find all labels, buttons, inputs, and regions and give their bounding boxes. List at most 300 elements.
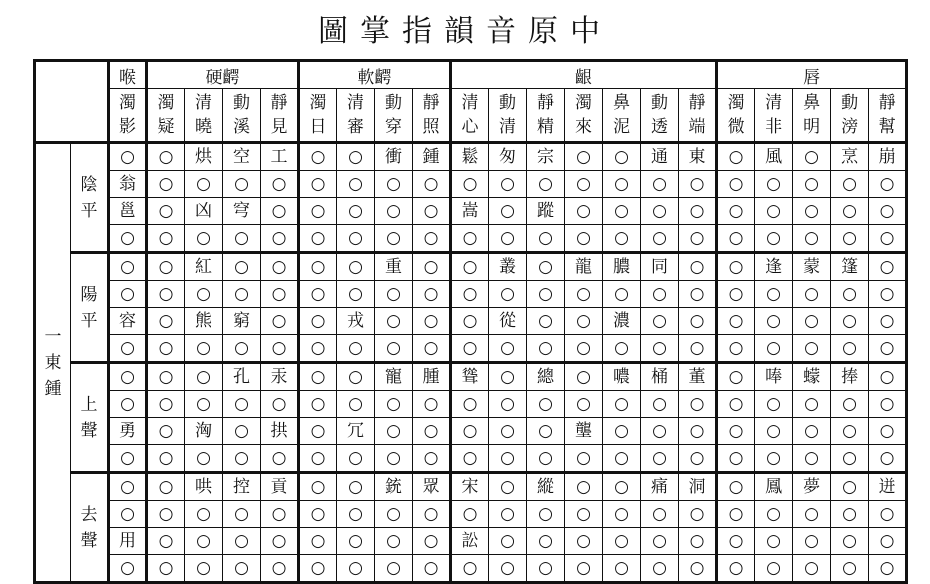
empty-slot-cell: ○ [337, 171, 375, 198]
empty-slot-cell: ○ [147, 473, 185, 501]
empty-slot-cell: ○ [147, 281, 185, 308]
character-cell: 蠓 [793, 363, 831, 391]
empty-slot-cell: ○ [831, 555, 869, 583]
empty-slot-cell: ○ [185, 281, 223, 308]
empty-slot-cell: ○ [793, 281, 831, 308]
empty-slot-cell: ○ [299, 555, 337, 583]
empty-slot-cell: ○ [413, 528, 451, 555]
empty-slot-cell: ○ [527, 418, 565, 445]
empty-slot-cell: ○ [717, 225, 755, 253]
character-cell: 鍾 [413, 143, 451, 171]
initial-name-label: 清 [499, 117, 516, 137]
tone-label [71, 253, 109, 363]
empty-slot-cell: ○ [261, 171, 299, 198]
empty-slot-cell: ○ [489, 363, 527, 391]
empty-slot-cell: ○ [299, 171, 337, 198]
character-cell: 訟 [451, 528, 489, 555]
empty-slot-cell: ○ [679, 281, 717, 308]
empty-slot-cell: ○ [717, 308, 755, 335]
empty-slot-cell: ○ [717, 253, 755, 281]
initial-name-label: 非 [765, 117, 783, 137]
empty-slot-cell: ○ [109, 225, 147, 253]
empty-slot-cell: ○ [603, 391, 641, 418]
empty-slot-cell: ○ [147, 225, 185, 253]
empty-slot-cell: ○ [147, 198, 185, 225]
table-row [35, 171, 907, 198]
empty-slot-cell: ○ [223, 335, 261, 363]
empty-slot-cell: ○ [375, 171, 413, 198]
empty-slot-cell: ○ [679, 253, 717, 281]
empty-slot-cell: ○ [755, 555, 793, 583]
empty-slot-cell: ○ [527, 445, 565, 473]
group-header: 唇 [717, 61, 907, 89]
character-cell: 寵 [375, 363, 413, 391]
empty-slot-cell: ○ [679, 171, 717, 198]
empty-slot-cell: ○ [375, 391, 413, 418]
empty-slot-cell: ○ [831, 445, 869, 473]
character-cell: 汞 [261, 363, 299, 391]
empty-slot-cell: ○ [869, 171, 907, 198]
empty-slot-cell: ○ [223, 445, 261, 473]
character-cell: 邕 [109, 198, 147, 225]
empty-slot-cell: ○ [375, 198, 413, 225]
tone-char: 陰 [80, 174, 98, 195]
character-cell: 貢 [261, 473, 299, 501]
empty-slot-cell: ○ [489, 198, 527, 225]
empty-slot-cell: ○ [831, 281, 869, 308]
empty-slot-cell: ○ [717, 391, 755, 418]
empty-slot-cell: ○ [261, 253, 299, 281]
initial-type-label: 濁 [157, 93, 175, 113]
initial-name-label: 穿 [385, 117, 402, 137]
table-row [35, 308, 907, 335]
initial-name-label: 照 [422, 117, 440, 137]
empty-slot-cell: ○ [717, 501, 755, 528]
empty-slot-cell: ○ [109, 473, 147, 501]
empty-slot-cell: ○ [109, 335, 147, 363]
empty-slot-cell: ○ [375, 528, 413, 555]
character-cell: 夢 [793, 473, 831, 501]
table-row [35, 501, 907, 528]
empty-slot-cell: ○ [717, 143, 755, 171]
character-cell: 紅 [185, 253, 223, 281]
empty-slot-cell: ○ [261, 281, 299, 308]
empty-slot-cell: ○ [603, 501, 641, 528]
initial-type-label: 清 [347, 93, 364, 113]
character-cell: 鳳 [755, 473, 793, 501]
empty-slot-cell: ○ [489, 225, 527, 253]
empty-slot-cell: ○ [793, 308, 831, 335]
empty-slot-cell: ○ [527, 171, 565, 198]
empty-slot-cell: ○ [451, 171, 489, 198]
empty-slot-cell: ○ [413, 445, 451, 473]
empty-slot-cell: ○ [793, 171, 831, 198]
empty-slot-cell: ○ [109, 363, 147, 391]
empty-slot-cell: ○ [679, 418, 717, 445]
empty-slot-cell: ○ [489, 501, 527, 528]
empty-slot-cell: ○ [717, 473, 755, 501]
initial-header [565, 89, 603, 143]
empty-slot-cell: ○ [147, 253, 185, 281]
empty-slot-cell: ○ [337, 253, 375, 281]
empty-slot-cell: ○ [109, 253, 147, 281]
empty-slot-cell: ○ [147, 171, 185, 198]
empty-slot-cell: ○ [527, 501, 565, 528]
empty-slot-cell: ○ [413, 171, 451, 198]
character-cell: 蹤 [527, 198, 565, 225]
initial-type-label: 清 [765, 93, 783, 113]
initial-header [451, 89, 489, 143]
empty-slot-cell: ○ [261, 335, 299, 363]
table-row [35, 391, 907, 418]
empty-slot-cell: ○ [375, 308, 413, 335]
empty-slot-cell: ○ [527, 281, 565, 308]
empty-slot-cell: ○ [299, 363, 337, 391]
empty-slot-cell: ○ [147, 335, 185, 363]
character-cell: 從 [489, 308, 527, 335]
initial-name-label: 曉 [195, 117, 212, 137]
empty-slot-cell: ○ [375, 445, 413, 473]
empty-slot-cell: ○ [603, 143, 641, 171]
initial-type-label: 靜 [537, 93, 554, 113]
character-cell: 翁 [109, 171, 147, 198]
empty-slot-cell: ○ [603, 528, 641, 555]
initial-type-label: 濁 [119, 93, 136, 113]
character-cell: 洞 [679, 473, 717, 501]
empty-slot-cell: ○ [869, 335, 907, 363]
character-cell: 風 [755, 143, 793, 171]
initial-type-label: 動 [385, 93, 402, 113]
empty-slot-cell: ○ [527, 555, 565, 583]
empty-slot-cell: ○ [603, 198, 641, 225]
table-row [35, 143, 907, 171]
empty-slot-cell: ○ [185, 225, 223, 253]
character-cell: 烹 [831, 143, 869, 171]
character-cell: 篷 [831, 253, 869, 281]
empty-slot-cell: ○ [565, 335, 603, 363]
empty-slot-cell: ○ [299, 391, 337, 418]
character-cell: 匆 [489, 143, 527, 171]
empty-slot-cell: ○ [869, 418, 907, 445]
empty-slot-cell: ○ [717, 445, 755, 473]
character-cell: 宋 [451, 473, 489, 501]
character-cell: 烘 [185, 143, 223, 171]
character-cell: 眾 [413, 473, 451, 501]
character-cell: 東 [679, 143, 717, 171]
empty-slot-cell: ○ [299, 528, 337, 555]
initial-name-label: 透 [651, 117, 668, 137]
empty-slot-cell: ○ [147, 418, 185, 445]
initial-type-label: 靜 [422, 93, 440, 113]
empty-slot-cell: ○ [489, 473, 527, 501]
empty-slot-cell: ○ [261, 555, 299, 583]
empty-slot-cell: ○ [375, 225, 413, 253]
initial-name-label: 端 [688, 117, 706, 137]
empty-slot-cell: ○ [451, 445, 489, 473]
empty-slot-cell: ○ [755, 501, 793, 528]
character-cell: 迸 [869, 473, 907, 501]
empty-slot-cell: ○ [299, 198, 337, 225]
empty-slot-cell: ○ [337, 555, 375, 583]
initial-header [375, 89, 413, 143]
empty-slot-cell: ○ [413, 418, 451, 445]
empty-slot-cell: ○ [147, 391, 185, 418]
empty-slot-cell: ○ [337, 143, 375, 171]
empty-slot-cell: ○ [679, 225, 717, 253]
empty-slot-cell: ○ [869, 281, 907, 308]
empty-slot-cell: ○ [755, 335, 793, 363]
empty-slot-cell: ○ [109, 143, 147, 171]
empty-slot-cell: ○ [299, 308, 337, 335]
empty-slot-cell: ○ [185, 528, 223, 555]
empty-slot-cell: ○ [451, 335, 489, 363]
tone-char: 去 [80, 504, 98, 525]
initial-name-label: 微 [727, 117, 745, 137]
empty-slot-cell: ○ [299, 143, 337, 171]
empty-slot-cell: ○ [147, 555, 185, 583]
character-cell: 嵩 [451, 198, 489, 225]
empty-slot-cell: ○ [337, 335, 375, 363]
empty-slot-cell: ○ [831, 418, 869, 445]
character-cell: 同 [641, 253, 679, 281]
empty-slot-cell: ○ [109, 391, 147, 418]
empty-slot-cell: ○ [261, 225, 299, 253]
character-cell: 鬆 [451, 143, 489, 171]
empty-slot-cell: ○ [223, 253, 261, 281]
empty-slot-cell: ○ [147, 501, 185, 528]
empty-slot-cell: ○ [185, 363, 223, 391]
tone-char: 平 [80, 310, 98, 331]
initial-name-label: 滂 [841, 117, 859, 137]
empty-slot-cell: ○ [185, 445, 223, 473]
empty-slot-cell: ○ [261, 391, 299, 418]
empty-slot-cell: ○ [641, 171, 679, 198]
initial-name-label: 精 [537, 117, 554, 137]
empty-slot-cell: ○ [717, 171, 755, 198]
character-cell: 空 [223, 143, 261, 171]
empty-slot-cell: ○ [869, 391, 907, 418]
initial-header [413, 89, 451, 143]
empty-slot-cell: ○ [413, 501, 451, 528]
empty-slot-cell: ○ [489, 528, 527, 555]
empty-slot-cell: ○ [527, 528, 565, 555]
empty-slot-cell: ○ [565, 308, 603, 335]
empty-slot-cell: ○ [451, 501, 489, 528]
empty-slot-cell: ○ [223, 418, 261, 445]
empty-slot-cell: ○ [337, 198, 375, 225]
character-cell: 凶 [185, 198, 223, 225]
initial-type-label: 動 [233, 93, 250, 113]
character-cell: 拱 [261, 418, 299, 445]
character-cell: 用 [109, 528, 147, 555]
empty-slot-cell: ○ [223, 501, 261, 528]
empty-slot-cell: ○ [489, 555, 527, 583]
tone-label [71, 363, 109, 473]
empty-slot-cell: ○ [147, 143, 185, 171]
character-cell: 痛 [641, 473, 679, 501]
empty-slot-cell: ○ [717, 335, 755, 363]
empty-slot-cell: ○ [793, 391, 831, 418]
empty-slot-cell: ○ [337, 501, 375, 528]
character-cell: 捧 [831, 363, 869, 391]
character-cell: 逢 [755, 253, 793, 281]
empty-slot-cell: ○ [527, 225, 565, 253]
empty-slot-cell: ○ [147, 308, 185, 335]
empty-slot-cell: ○ [717, 528, 755, 555]
empty-slot-cell: ○ [869, 363, 907, 391]
empty-slot-cell: ○ [793, 555, 831, 583]
group-header: 齦 [451, 61, 717, 89]
initial-type-label: 鼻 [803, 93, 821, 113]
table-row [35, 281, 907, 308]
empty-slot-cell: ○ [185, 335, 223, 363]
empty-slot-cell: ○ [831, 335, 869, 363]
character-cell: 穹 [223, 198, 261, 225]
initial-name-label: 審 [347, 117, 364, 137]
empty-slot-cell: ○ [337, 528, 375, 555]
rhyme-number: 一 [44, 326, 62, 347]
empty-slot-cell: ○ [831, 391, 869, 418]
empty-slot-cell: ○ [565, 391, 603, 418]
empty-slot-cell: ○ [147, 528, 185, 555]
empty-slot-cell: ○ [717, 198, 755, 225]
empty-slot-cell: ○ [603, 555, 641, 583]
empty-slot-cell: ○ [565, 473, 603, 501]
empty-slot-cell: ○ [299, 335, 337, 363]
empty-slot-cell: ○ [185, 391, 223, 418]
character-cell: 銃 [375, 473, 413, 501]
empty-slot-cell: ○ [755, 281, 793, 308]
initial-type-label: 動 [499, 93, 516, 113]
empty-slot-cell: ○ [641, 445, 679, 473]
empty-slot-cell: ○ [641, 528, 679, 555]
empty-slot-cell: ○ [337, 363, 375, 391]
empty-slot-cell: ○ [717, 281, 755, 308]
empty-slot-cell: ○ [489, 281, 527, 308]
initial-name-label: 見 [270, 117, 288, 137]
empty-slot-cell: ○ [603, 281, 641, 308]
empty-slot-cell: ○ [755, 528, 793, 555]
table-row [35, 253, 907, 281]
empty-slot-cell: ○ [679, 555, 717, 583]
tone-char: 聲 [80, 530, 98, 551]
empty-slot-cell: ○ [413, 555, 451, 583]
empty-slot-cell: ○ [793, 501, 831, 528]
empty-slot-cell: ○ [641, 281, 679, 308]
empty-slot-cell: ○ [337, 225, 375, 253]
empty-slot-cell: ○ [489, 335, 527, 363]
empty-slot-cell: ○ [299, 445, 337, 473]
initial-header [793, 89, 831, 143]
empty-slot-cell: ○ [299, 281, 337, 308]
empty-slot-cell: ○ [793, 335, 831, 363]
empty-slot-cell: ○ [679, 308, 717, 335]
character-cell: 濃 [603, 308, 641, 335]
empty-slot-cell: ○ [375, 501, 413, 528]
initial-name-label: 幫 [878, 117, 896, 137]
empty-slot-cell: ○ [565, 225, 603, 253]
tone-char: 陽 [80, 284, 98, 305]
empty-slot-cell: ○ [489, 391, 527, 418]
empty-slot-cell: ○ [147, 445, 185, 473]
initial-name-label: 來 [575, 117, 592, 137]
initial-type-label: 靜 [688, 93, 706, 113]
empty-slot-cell: ○ [147, 363, 185, 391]
empty-slot-cell: ○ [185, 555, 223, 583]
empty-slot-cell: ○ [565, 555, 603, 583]
empty-slot-cell: ○ [223, 281, 261, 308]
empty-slot-cell: ○ [679, 528, 717, 555]
empty-slot-cell: ○ [413, 225, 451, 253]
character-cell: 通 [641, 143, 679, 171]
empty-slot-cell: ○ [831, 225, 869, 253]
initial-type-label: 濁 [309, 93, 327, 113]
initial-header [755, 89, 793, 143]
initial-header [527, 89, 565, 143]
initial-header [299, 89, 337, 143]
empty-slot-cell: ○ [223, 555, 261, 583]
empty-slot-cell: ○ [413, 253, 451, 281]
character-cell: 洶 [185, 418, 223, 445]
initial-name-label: 心 [461, 117, 479, 137]
empty-slot-cell: ○ [717, 418, 755, 445]
initial-header [147, 89, 185, 143]
empty-slot-cell: ○ [451, 225, 489, 253]
empty-slot-cell: ○ [793, 225, 831, 253]
empty-slot-cell: ○ [565, 143, 603, 171]
character-cell: 勇 [109, 418, 147, 445]
empty-slot-cell: ○ [109, 445, 147, 473]
initial-header [185, 89, 223, 143]
table-row [35, 555, 907, 583]
empty-slot-cell: ○ [717, 555, 755, 583]
empty-slot-cell: ○ [565, 501, 603, 528]
empty-slot-cell: ○ [831, 501, 869, 528]
character-cell: 噥 [603, 363, 641, 391]
empty-slot-cell: ○ [641, 335, 679, 363]
table-row [35, 445, 907, 473]
table-row [35, 198, 907, 225]
empty-slot-cell: ○ [223, 171, 261, 198]
empty-slot-cell: ○ [109, 281, 147, 308]
empty-slot-cell: ○ [109, 501, 147, 528]
empty-slot-cell: ○ [451, 555, 489, 583]
rhyme-name-char: 東 [44, 352, 62, 373]
group-header: 硬齶 [147, 61, 299, 89]
empty-slot-cell: ○ [603, 473, 641, 501]
initial-type-label: 濁 [575, 93, 592, 113]
table-row [35, 363, 907, 391]
table-row [35, 418, 907, 445]
empty-slot-cell: ○ [793, 198, 831, 225]
empty-slot-cell: ○ [679, 335, 717, 363]
initial-type-label: 動 [651, 93, 668, 113]
initial-header [337, 89, 375, 143]
empty-slot-cell: ○ [451, 253, 489, 281]
empty-slot-cell: ○ [565, 363, 603, 391]
empty-slot-cell: ○ [603, 335, 641, 363]
empty-slot-cell: ○ [793, 418, 831, 445]
empty-slot-cell: ○ [869, 253, 907, 281]
empty-slot-cell: ○ [413, 391, 451, 418]
empty-slot-cell: ○ [603, 445, 641, 473]
tone-char: 平 [80, 200, 98, 221]
empty-slot-cell: ○ [413, 335, 451, 363]
empty-slot-cell: ○ [831, 198, 869, 225]
empty-slot-cell: ○ [375, 555, 413, 583]
empty-slot-cell: ○ [641, 391, 679, 418]
empty-slot-cell: ○ [223, 528, 261, 555]
